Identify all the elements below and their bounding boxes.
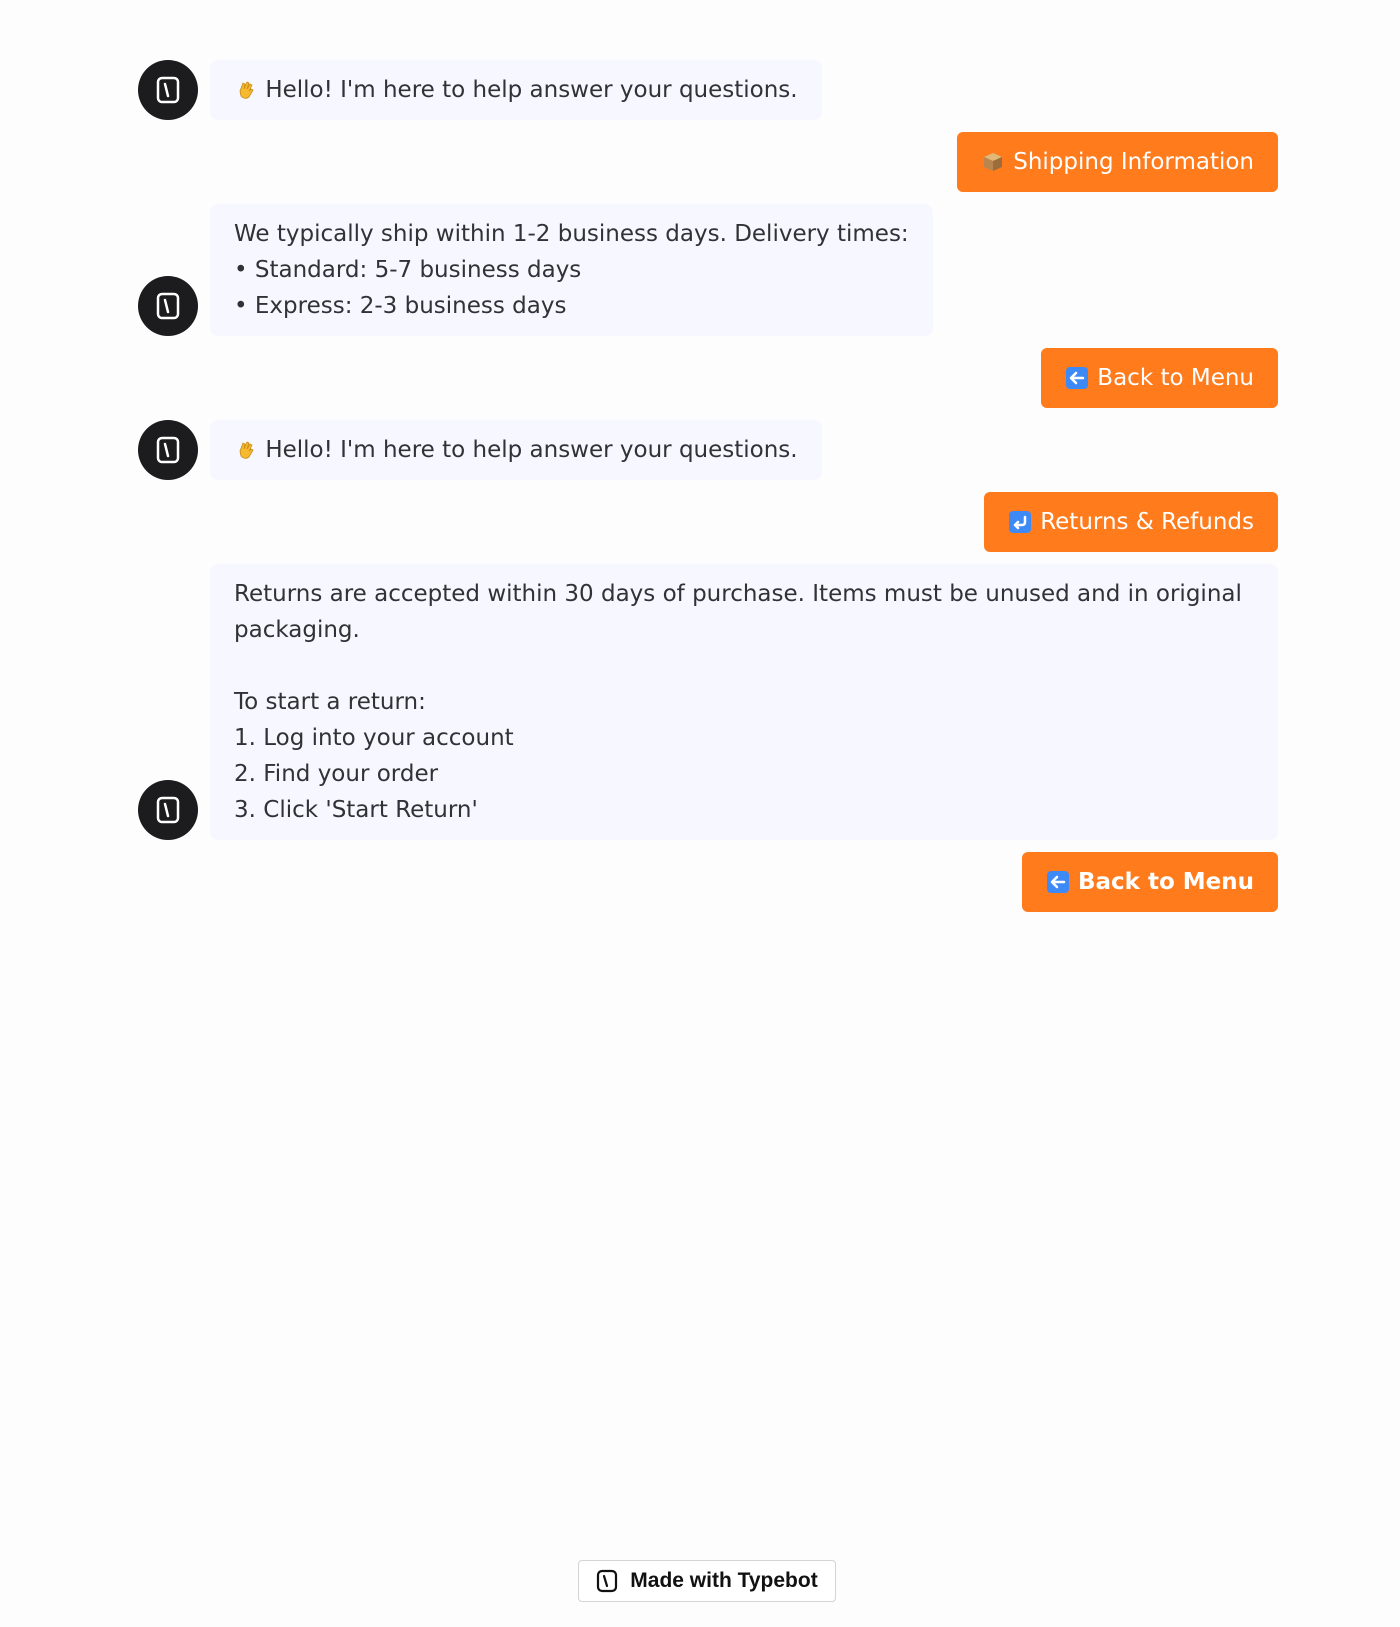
guest-text: Returns & Refunds	[1040, 509, 1254, 535]
typebot-logo-icon	[153, 795, 183, 825]
bot-avatar	[138, 780, 198, 840]
back-to-menu-button[interactable]	[1022, 852, 1278, 912]
return-arrow-icon	[1008, 510, 1032, 534]
host-bubble	[210, 60, 822, 120]
back-to-menu-label: Back to Menu	[1077, 869, 1254, 895]
package-icon	[981, 150, 1005, 174]
choice-row	[138, 852, 1278, 912]
left-arrow-icon	[1046, 870, 1070, 894]
typebot-logo-icon	[596, 1569, 618, 1593]
host-message-row	[138, 204, 1278, 336]
guest-text: Back to Menu	[1097, 365, 1254, 391]
typebot-logo-icon	[153, 75, 183, 105]
waving-hand-icon	[234, 77, 258, 101]
bot-avatar	[138, 60, 198, 120]
host-bubble: Returns are accepted within 30 days of purchase. Items must be unused and in original packaging. To start a return: 1. Log into your account 2. Find your order 3. Click 'Start Return'	[210, 564, 1278, 840]
host-text: Hello! I'm here to help answer your questions.	[265, 77, 798, 103]
host-message-row	[138, 420, 1278, 480]
host-bubble	[210, 420, 822, 480]
guest-message-row	[138, 132, 1278, 192]
host-bubble: We typically ship within 1-2 business days. Delivery times: • Standard: 5-7 business days • Express: 2-3 business days	[210, 204, 933, 336]
host-message-row	[138, 60, 1278, 120]
chat-container	[138, 60, 1278, 924]
made-with-typebot-badge[interactable]	[578, 1560, 836, 1602]
host-text: Hello! I'm here to help answer your questions.	[265, 437, 798, 463]
guest-message-row	[138, 348, 1278, 408]
guest-bubble	[984, 492, 1278, 552]
guest-bubble	[957, 132, 1278, 192]
bot-avatar	[138, 276, 198, 336]
typebot-logo-icon	[153, 291, 183, 321]
guest-text: Shipping Information	[1013, 149, 1254, 175]
badge-label: Made with Typebot	[630, 1569, 818, 1592]
host-message-row	[138, 564, 1278, 840]
bot-avatar	[138, 420, 198, 480]
waving-hand-icon	[234, 437, 258, 461]
left-arrow-icon	[1065, 366, 1089, 390]
guest-bubble	[1041, 348, 1278, 408]
guest-message-row	[138, 492, 1278, 552]
typebot-logo-icon	[153, 435, 183, 465]
